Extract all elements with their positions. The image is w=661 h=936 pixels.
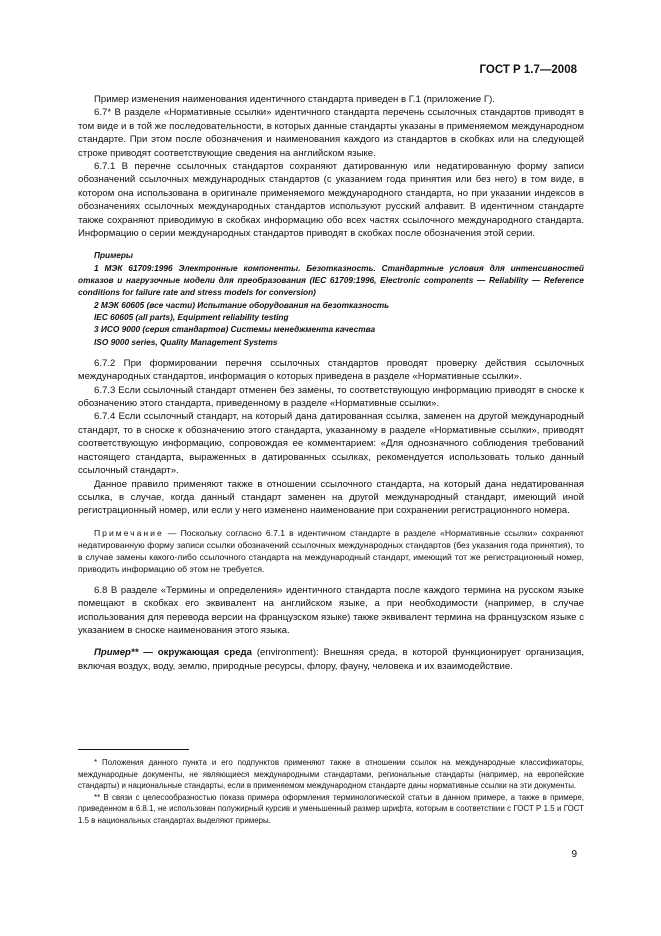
paragraph-6-7-4: 6.7.4 Если ссылочный стандарт, на который дана датированная ссылка, заменен на другой международный стандарт, то в сноске к обозначению этого стандарта, указанному в разделе «Нормативные ссылки», приводят соответствующую информацию, сопровождая ее комментарием: «Для однозначного соблюдения требований настоящего стандарта, выраженных в датированных ссылках, рекомендуется использовать только данный ссылочный стандарт».: [78, 411, 584, 477]
paragraph-rule: Данное правило применяют также в отношении ссылочного стандарта, на который дана недатированная ссылка, в случае, когда данный стандарт заменен на другой международный стандарт, имеющий иной регистрационный номер, или если у него изменено наименование при сохранении регистрационного номера.: [78, 478, 584, 517]
main-text: [78, 93, 584, 673]
examples-title: Примеры: [94, 250, 134, 261]
paragraph-6-8: 6.8 В разделе «Термины и определения» идентичного стандарта после каждого термина на русском языке помещают в скобках его эквивалент на английском языке, а при необходимости (например, в случае использования для перевода версии на французском языке) также эквивалент термина на французском языке с указанием в сноске наименования этого языка.: [78, 584, 584, 636]
examples-block: [78, 249, 584, 347]
paragraph-6-7-1: 6.7.1 В перечне ссылочных стандартов сохраняют датированную или недатированную форму записи обозначений ссылочных международных стандартов (с указанием года принятия или без него) в том виде, в котором она использована в оригинале применяемого международного стандарта, но при указании индексов в обозначениях ссылочных международных стандартов используют русский алфавит. В идентичном стандарте также сохраняют приводимую в скобках информацию обо всех частях ссылочного международного стандарта. Информацию о серии международных стандартов приводят в скобках после обозначения этой серии.: [78, 161, 584, 240]
paragraph-6-7: 6.7* В разделе «Нормативные ссылки» идентичного стандарта перечень ссылочных стандартов приводят в том виде и в той же последовательности, в которых данные стандарты указаны в применяемом международном стандарте. При этом после обозначения и наименования каждого из стандартов в скобках или на следующей строке приводят соответствующие сведения на английском языке.: [78, 107, 584, 159]
paragraph-intro: Пример изменения наименования идентичного стандарта приведен в Г.1 (приложение Г).: [94, 94, 495, 105]
example-2-en: IEC 60605 (all parts), Equipment reliability testing: [94, 311, 289, 322]
example-3-en: ISO 9000 series, Quality Management Systems: [94, 336, 278, 347]
note-label: Примечание: [94, 527, 164, 538]
term-definition: (environment): Внешняя среда, в которой функционирует организация, включая воздух, воду, землю, природные ресурсы, флору, фауну, человека и их взаимодействие.: [78, 647, 584, 672]
page-number: 9: [571, 849, 577, 860]
example-3-ru: 3 ИСО 9000 (серия стандартов) Системы менеджмента качества: [94, 324, 376, 335]
example-2-ru: 2 МЭК 60605 (все части) Испытание оборудования на безотказность: [94, 299, 390, 310]
footnote-1: * Положения данного пункта и его подпунктов применяют также в отношении ссылок на международные классификаторы, международные документы, не являющиеся международными стандартами, региональные стандарты (например, на европейские стандарты) и национальные стандарты, если в применяемом международном стандарте даны нормативные ссылки на эти документы.: [78, 758, 584, 791]
paragraph-6-7-2: 6.7.2 При формировании перечня ссылочных стандартов проводят проверку действия ссылочных международных стандартов, информация о которых приведена в разделе «Нормативные ссылки».: [78, 357, 584, 383]
term-example: [78, 646, 584, 673]
note-text: — Поскольку согласно 6.7.1 в идентичном стандарте в разделе «Нормативные ссылки» сохраняют недатированную форму записи ссылки обозначений ссылочных международных стандартов (без указания года принятия), то в случае замены какого-либо ссылочного стандарта на международный стандарт, имеющий тот же регистрационный номер, приводить информацию об этом не требуется.: [78, 527, 584, 574]
term-name: — окружающая среда: [138, 647, 252, 659]
example-1: 1 МЭК 61709:1996 Электронные компоненты. Безотказность. Стандартные условия для интенсивностей отказов и нагрузочные модели для преобразования (IEC 61709:1996, Electronic components — Reliability — Reference conditions for failure rate and stress models for conversion): [78, 262, 584, 298]
footnotes: [78, 757, 584, 827]
note: [78, 527, 584, 575]
footnote-divider: [78, 749, 189, 750]
term-example-label: Пример**: [94, 647, 139, 659]
paragraph-6-7-3: 6.7.3 Если ссылочный стандарт отменен без замены, то соответствующую информацию приводят в сноске к обозначению этого стандарта, приведенному в разделе «Нормативные ссылки».: [78, 384, 584, 410]
footnote-2: ** В связи с целесообразностью показа примера оформления терминологической статьи в данном примере, а также в примере, приведенном в 6.8.1, не использован полужирный курсив и уменьшенный размер шрифта, которым в соответствии с ГОСТ Р 1.5 и ГОСТ 1.5 в национальных стандартах выделяют примеры.: [78, 792, 584, 825]
document-header: ГОСТ Р 1.7—2008: [479, 64, 577, 76]
